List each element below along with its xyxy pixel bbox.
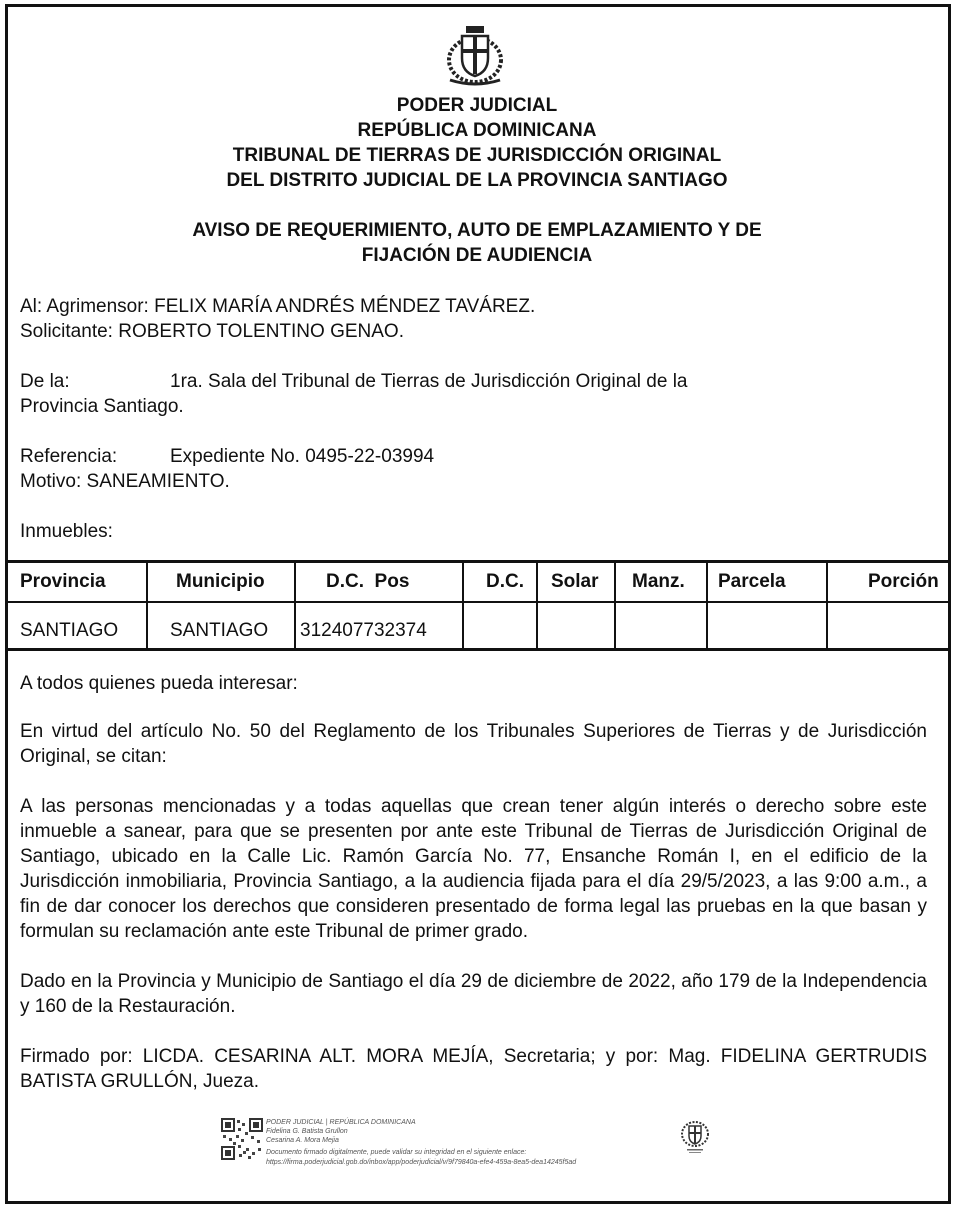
referencia-label: Referencia:: [20, 446, 118, 467]
header-line-3: TRIBUNAL DE TIERRAS DE JURISDICCIÓN ORIGINAL: [232, 145, 722, 166]
referencia-value: Expediente No. 0495-22-03994: [170, 446, 435, 467]
notice-title-2: FIJACIÓN DE AUDIENCIA: [361, 245, 593, 266]
notice-title-1: AVISO DE REQUERIMIENTO, AUTO DE EMPLAZAMIENTO Y DE: [192, 220, 762, 241]
footer-line-1: PODER JUDICIAL | REPÚBLICA DOMINICANA: [266, 1119, 416, 1126]
judicial-seal-icon: [678, 1118, 712, 1156]
header-line-1: PODER JUDICIAL: [396, 95, 558, 116]
surveyor-line: Al: Agrimensor: FELIX MARÍA ANDRÉS MÉNDEZ TAVÁREZ.: [20, 296, 536, 317]
th-provincia: Provincia: [20, 571, 106, 592]
paragraph-1: En virtud del artículo No. 50 del Reglamento de los Tribunales Superiores de Tierras y de Jurisdicción Original, se citan:: [20, 721, 927, 767]
de-la-continuation: Provincia Santiago.: [20, 396, 184, 417]
inmuebles-label: Inmuebles:: [20, 521, 113, 542]
footer-line-3: Cesarina A. Mora Mejia: [266, 1137, 339, 1144]
paragraph-2: A las personas mencionadas y a todas aquellas que crean tener algún interés o derecho sobre este inmueble a sanear, para que se presenten por ante este Tribunal de Tierras de Jurisdicción Original de Santiago, ubicado en la Calle Lic. Ramón García No. 77, Ensanche Román I, en el edificio de la Jurisdicción inmobiliaria, Provincia Santiago, a la audiencia fijada para el día 29/5/2023, a las 9:00 a.m., a fin de dar conocer los derechos que consideren presentado de forma legal las pruebas en la que basan y formulan su reclamación ante este Tribunal de primer grado.: [20, 796, 927, 942]
applicant-line: Solicitante: ROBERTO TOLENTINO GENAO.: [20, 321, 404, 342]
paragraph-4: Firmado por: LICDA. CESARINA ALT. MORA MEJÍA, Secretaria; y por: Mag. FIDELINA GERTRUDIS BATISTA GRULLÓN, Jueza.: [20, 1046, 927, 1092]
table-col-divider: [146, 562, 148, 650]
qr-code-icon: [221, 1118, 263, 1160]
table-col-divider: [826, 562, 828, 650]
th-dc-pos: D.C. Pos: [326, 571, 410, 592]
header-line-2: REPÚBLICA DOMINICANA: [357, 120, 597, 141]
table-col-divider: [462, 562, 464, 650]
table-col-divider: [536, 562, 538, 650]
coat-of-arms-icon: [442, 22, 508, 88]
th-solar: Solar: [551, 571, 599, 592]
table-col-divider: [294, 562, 296, 650]
de-la-value: 1ra. Sala del Tribunal de Tierras de Jurisdicción Original de la: [170, 371, 688, 392]
motivo-line: Motivo: SANEAMIENTO.: [20, 471, 230, 492]
table-col-divider: [706, 562, 708, 650]
footer-validation-link[interactable]: https://firma.poderjudicial.gob.do/inbox/app/poderjudicial/v/9f79840a-efe4-459a-8ea5-dea14245f5ad: [266, 1159, 577, 1166]
paragraph-3: Dado en la Provincia y Municipio de Santiago el día 29 de diciembre de 2022, año 179 de la Independencia y 160 de la Restauración.: [20, 971, 927, 1017]
th-dc: D.C.: [486, 571, 524, 592]
td-provincia: SANTIAGO: [20, 620, 119, 641]
th-municipio: Municipio: [176, 571, 265, 592]
greeting: A todos quienes pueda interesar:: [20, 673, 298, 694]
de-la-label: De la:: [20, 371, 70, 392]
footer-line-2: Fidelina G. Batista Grullon: [266, 1128, 348, 1135]
th-porcion: Porción: [868, 571, 939, 592]
th-parcela: Parcela: [718, 571, 786, 592]
footer-line-4: Documento firmado digitalmente, puede validar su integridad en el siguiente enlace:: [266, 1149, 527, 1156]
th-manz: Manz.: [632, 571, 685, 592]
td-municipio: SANTIAGO: [170, 620, 269, 641]
table-col-divider: [614, 562, 616, 650]
td-dc-pos: 312407732374: [300, 620, 427, 641]
header-line-4: DEL DISTRITO JUDICIAL DE LA PROVINCIA SANTIAGO: [226, 170, 728, 191]
